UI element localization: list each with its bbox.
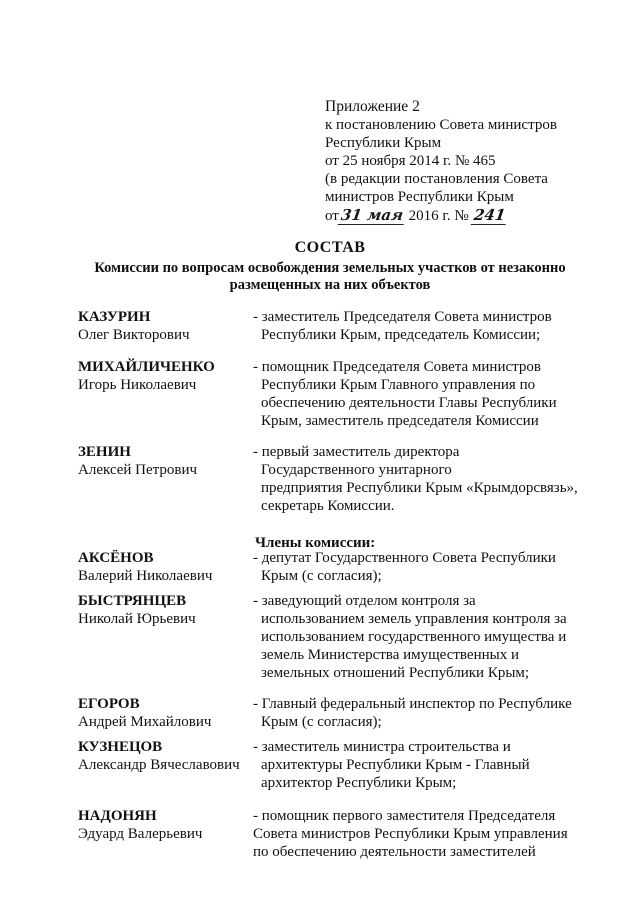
- role-line: - помощник Председателя Совета министров: [253, 359, 541, 375]
- role-line: по обеспечению деятельности заместителей: [253, 844, 536, 860]
- person-given-name: Эдуард Валерьевич: [78, 826, 203, 842]
- person-name: [78, 807, 253, 843]
- subtitle-line: Комиссии по вопросам освобождения земельных участков от незаконно: [94, 260, 566, 276]
- role-line: использованием государственного имущества и: [261, 629, 567, 645]
- role-line: архитектуры Республики Крым - Главный: [261, 757, 530, 773]
- role-line: обеспечению деятельности Главы Республики: [261, 395, 557, 411]
- person-role: [253, 549, 588, 585]
- role-line: использованием земель управления контроля за: [261, 611, 567, 627]
- person-surname: ЕГОРОВ: [78, 696, 140, 712]
- handwritten-date: 31 мая: [338, 206, 407, 225]
- role-line: Республики Крым, председатель Комиссии;: [261, 327, 541, 343]
- person-given-name: Андрей Михайлович: [78, 714, 212, 730]
- role-line: Государственного унитарного: [261, 462, 452, 478]
- header-line: министров Республики Крым: [325, 189, 514, 205]
- person-name: [78, 443, 253, 479]
- role-line: Республики Крым Главного управления по: [261, 377, 536, 393]
- role-line: Совета министров Республики Крым управления: [253, 826, 568, 842]
- person-given-name: Алексей Петрович: [78, 462, 198, 478]
- role-line: Крым (с согласия);: [261, 568, 382, 584]
- document-title: СОСТАВ: [294, 239, 366, 256]
- role-line: - первый заместитель директора: [253, 444, 460, 460]
- person-role: [253, 807, 588, 861]
- role-line: - заместитель Председателя Совета министров: [253, 309, 552, 325]
- header-line: к постановлению Совета министров: [325, 117, 557, 133]
- person-role: [253, 738, 588, 792]
- person-surname: НАДОНЯН: [78, 808, 157, 824]
- role-line: предприятия Республики Крым «Крымдорсвязь»,: [261, 480, 578, 496]
- role-line: - помощник первого заместителя Председателя: [253, 808, 556, 824]
- person-surname: МИХАЙЛИЧЕНКО: [78, 359, 215, 375]
- person-surname: БЫСТРЯНЦЕВ: [78, 593, 187, 609]
- person-given-name: Александр Вячеславович: [78, 757, 240, 773]
- subtitle-line: размещенных на них объектов: [229, 277, 431, 293]
- date-prefix: от: [325, 208, 339, 224]
- header-line: Приложение 2: [325, 98, 420, 115]
- role-line: Крым, заместитель председателя Комиссии: [261, 413, 539, 429]
- document-subtitle: [60, 260, 600, 294]
- header-line: (в редакции постановления Совета: [325, 171, 548, 187]
- members-heading: Члены комиссии:: [255, 535, 376, 551]
- person-surname: АКСЁНОВ: [78, 550, 154, 566]
- role-line: секретарь Комиссии.: [261, 498, 395, 514]
- person-given-name: Олег Викторович: [78, 327, 190, 343]
- header-date-line: [325, 206, 625, 225]
- appendix-header: [325, 98, 625, 225]
- document-title-block: [60, 238, 600, 294]
- person-surname: ЗЕНИН: [78, 444, 131, 460]
- person-role: [253, 358, 588, 430]
- person-name: [78, 592, 253, 628]
- role-line: архитектор Республики Крым;: [261, 775, 457, 791]
- header-line: от 25 ноября 2014 г. № 465: [325, 153, 496, 169]
- role-line: - Главный федеральный инспектор по Республике: [253, 696, 572, 712]
- role-line: - депутат Государственного Совета Республики: [253, 550, 556, 566]
- role-line: земель Министерства имущественных и: [261, 647, 519, 663]
- person-name: [78, 738, 253, 774]
- person-role: [253, 592, 588, 682]
- person-name: [78, 308, 253, 344]
- role-line: - заведующий отделом контроля за: [253, 593, 476, 609]
- person-name: [78, 695, 253, 731]
- person-given-name: Николай Юрьевич: [78, 611, 196, 627]
- person-name: [78, 549, 253, 585]
- person-role: [253, 443, 588, 515]
- role-line: - заместитель министра строительства и: [253, 739, 511, 755]
- person-role: [253, 308, 588, 344]
- person-given-name: Игорь Николаевич: [78, 377, 197, 393]
- person-surname: КУЗНЕЦОВ: [78, 739, 163, 755]
- person-given-name: Валерий Николаевич: [78, 568, 213, 584]
- person-name: [78, 358, 253, 394]
- handwritten-number: 241: [471, 206, 509, 225]
- person-surname: КАЗУРИН: [78, 309, 151, 325]
- header-line: Республики Крым: [325, 135, 442, 151]
- role-line: земельных отношений Республики Крым;: [261, 665, 530, 681]
- role-line: Крым (с согласия);: [261, 714, 382, 730]
- date-suffix: 2016 г. №: [408, 208, 469, 224]
- person-role: [253, 695, 588, 731]
